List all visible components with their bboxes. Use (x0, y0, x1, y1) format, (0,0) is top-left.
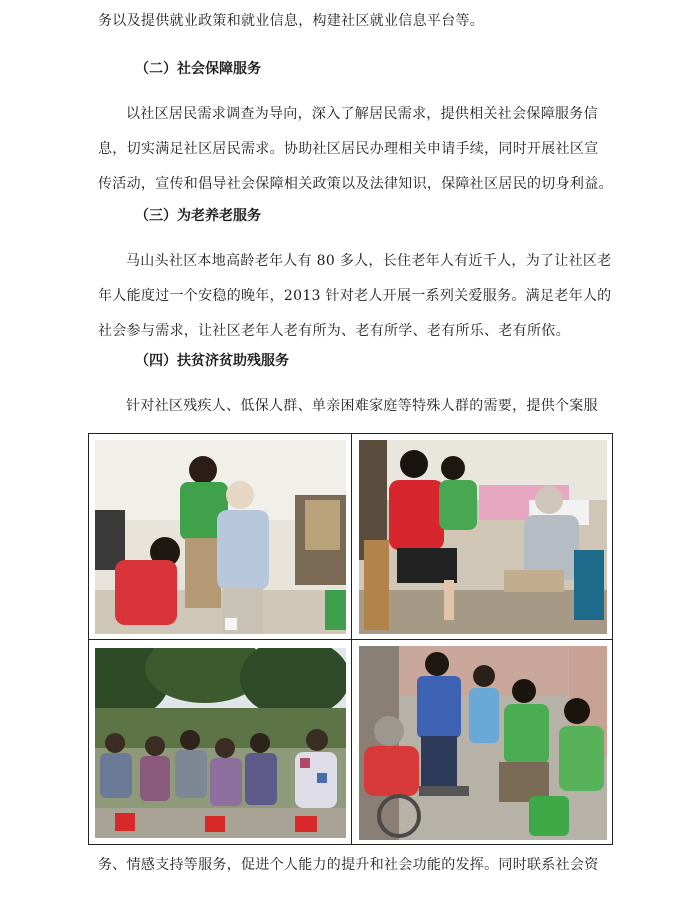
section-heading-poverty-disability: （四）扶贫济贫助残服务 (135, 353, 289, 369)
photo-volunteers-visiting-elderly-woman (359, 440, 607, 634)
photo-volunteers-with-wheelchair-user (359, 646, 607, 840)
text-line: 以社区居民需求调查为导向，深入了解居民需求，提供相关社会保障服务信 (126, 106, 598, 122)
paragraph-poverty-disability (98, 389, 610, 424)
paragraph-continuation-bottom (98, 848, 610, 883)
text-line: 年人能度过一个安稳的晚年，2013 针对老人开展一系列关爱服务。满足老年人的 (98, 288, 612, 304)
text-line: 社会参与需求，让社区老年人老有所为、老有所学、老有所乐、老有所依。 (98, 323, 570, 339)
text-line: 传活动，宣传和倡导社会保障相关政策以及法律知识，保障社区居民的切身利益。 (98, 176, 613, 192)
photo-seniors-seated-outdoors (95, 648, 346, 838)
paragraph-continuation (98, 4, 610, 39)
photo-grid (88, 433, 613, 845)
grid-divider-vertical (351, 434, 352, 844)
text-line: 务以及提供就业政策和就业信息，构建社区就业信息平台等。 (98, 13, 485, 29)
paragraph-social-security (98, 97, 613, 202)
section-heading-elderly-care: （三）为老养老服务 (135, 208, 261, 224)
paragraph-elderly-care (98, 244, 610, 349)
photo-volunteers-assisting-elderly-man (95, 440, 346, 634)
text-line: 息，切实满足社区居民需求。协助社区居民办理相关申请手续，同时开展社区宣 (98, 141, 599, 157)
section-heading-social-security: （二）社会保障服务 (135, 61, 261, 77)
text-line: 务、情感支持等服务，促进个人能力的提升和社会功能的发挥。同时联系社会资 (98, 857, 599, 873)
text-line: 马山头社区本地高龄老年人有 80 多人，长住老年人有近千人，为了让社区老 (126, 253, 612, 269)
text-line: 针对社区残疾人、低保人群、单亲困难家庭等特殊人群的需要，提供个案服 (126, 398, 598, 414)
